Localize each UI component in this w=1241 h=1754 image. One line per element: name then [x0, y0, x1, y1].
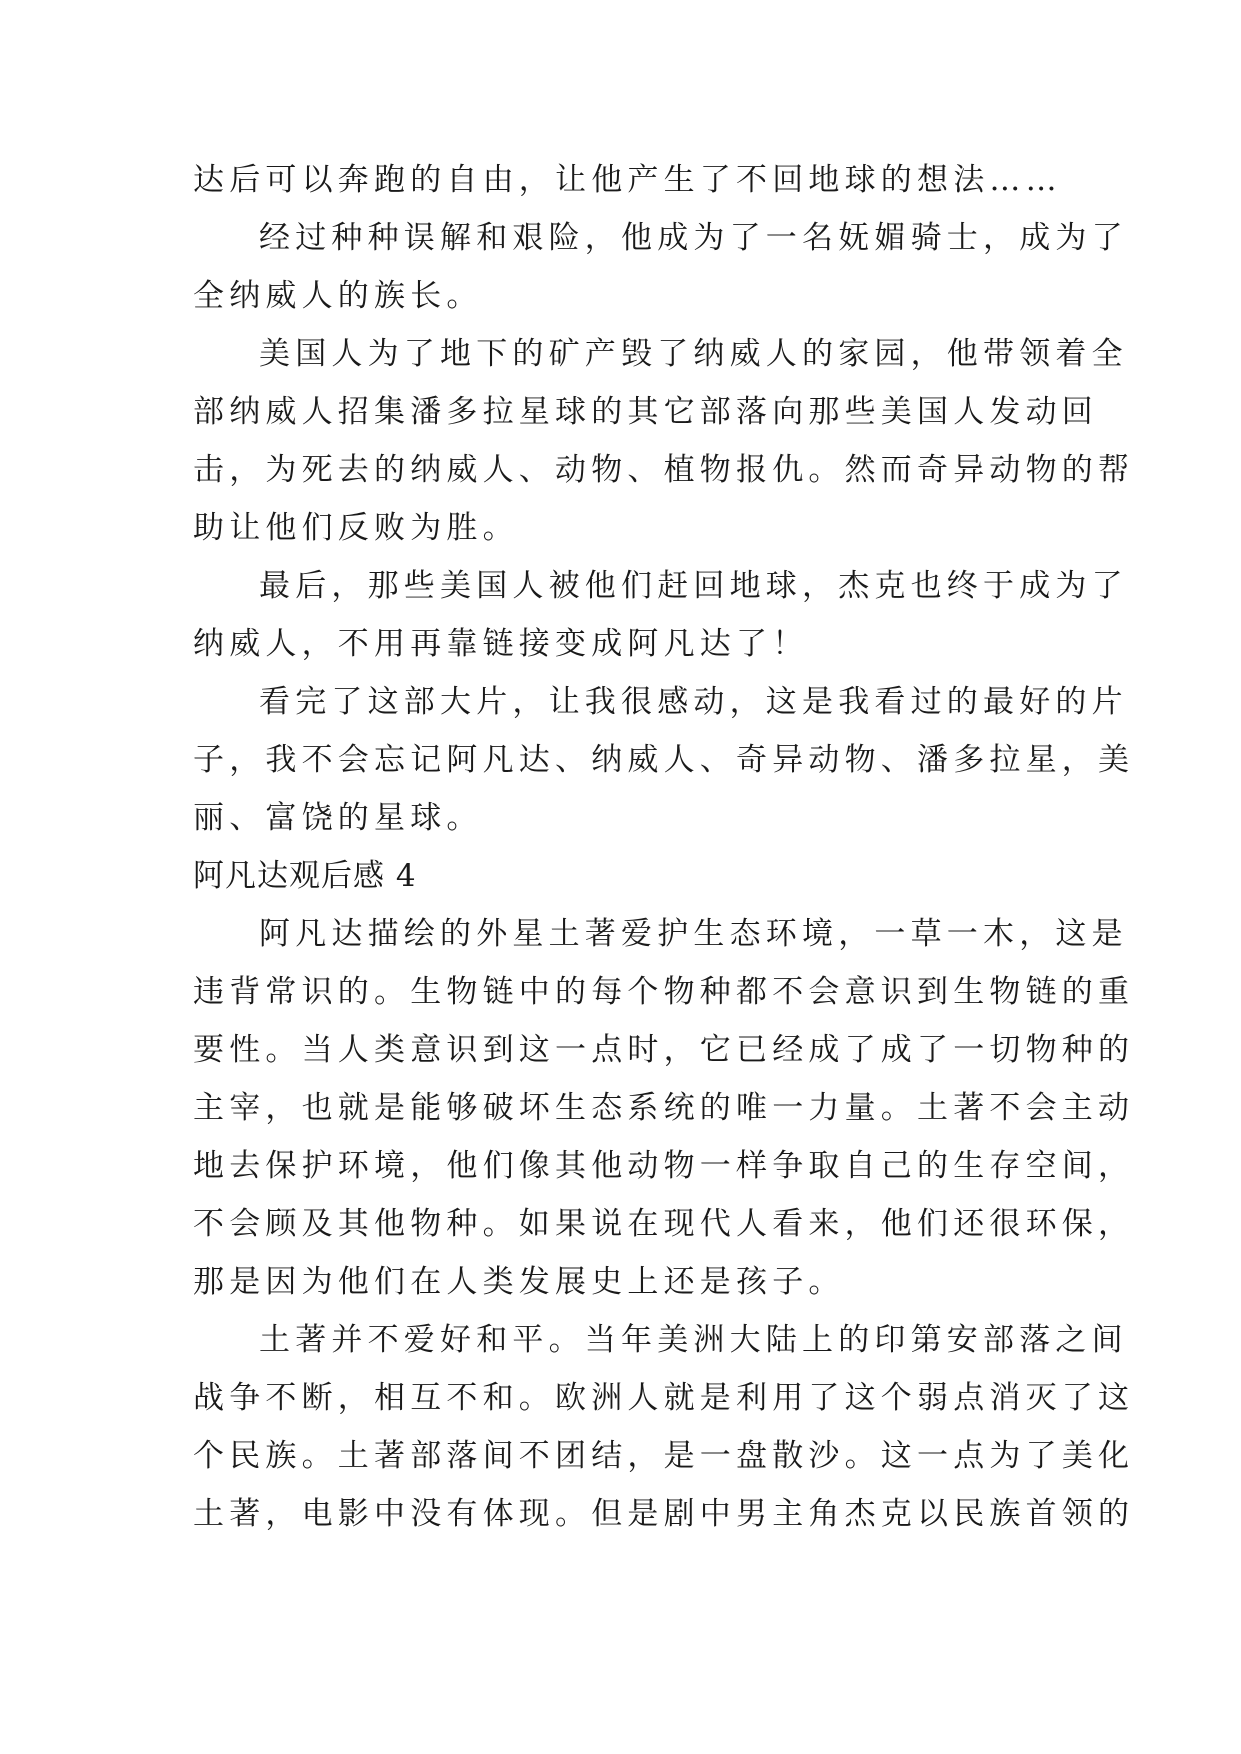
- paragraph-line: 个民族。土著部落间不团结，是一盘散沙。这一点为了美化: [193, 1438, 1135, 1474]
- paragraph-line: 看完了这部大片，让我很感动，这是我看过的最好的片: [259, 684, 1128, 720]
- paragraph-line: 不会顾及其他物种。如果说在现代人看来，他们还很环保，: [193, 1206, 1135, 1242]
- paragraph-line: 主宰，也就是能够破坏生态系统的唯一力量。土著不会主动: [193, 1090, 1135, 1126]
- paragraph-line: 全纳威人的族长。: [193, 278, 483, 314]
- paragraph-line: 助让他们反败为胜。: [193, 510, 519, 546]
- paragraph-line: 最后，那些美国人被他们赶回地球，杰克也终于成为了: [259, 568, 1128, 604]
- paragraph-line: 达后可以奔跑的自由，让他产生了不回地球的想法……: [193, 162, 1062, 198]
- paragraph-line: 要性。当人类意识到这一点时，它已经成了成了一切物种的: [193, 1032, 1135, 1068]
- section-heading: 阿凡达观后感 4: [193, 858, 417, 894]
- paragraph-line: 违背常识的。生物链中的每个物种都不会意识到生物链的重: [193, 974, 1135, 1010]
- paragraph-line: 那是因为他们在人类发展史上还是孩子。: [193, 1264, 845, 1300]
- paragraph-line: 战争不断，相互不和。欧洲人就是利用了这个弱点消灭了这: [193, 1380, 1135, 1416]
- paragraph-line: 纳威人，不用再靠链接变成阿凡达了！: [193, 626, 809, 662]
- paragraph-line: 子，我不会忘记阿凡达、纳威人、奇异动物、潘多拉星，美: [193, 742, 1135, 778]
- paragraph-line: 阿凡达描绘的外星土著爱护生态环境，一草一木，这是: [259, 916, 1128, 952]
- paragraph-line: 土著，电影中没有体现。但是剧中男主角杰克以民族首领的: [193, 1496, 1135, 1532]
- paragraph-line: 地去保护环境，他们像其他动物一样争取自己的生存空间，: [193, 1148, 1135, 1184]
- paragraph-line: 美国人为了地下的矿产毁了纳威人的家园，他带领着全: [259, 336, 1128, 372]
- document-page: [193, 151, 1135, 1543]
- paragraph-line: 经过种种误解和艰险，他成为了一名妩媚骑士，成为了: [259, 220, 1128, 256]
- paragraph-line: 丽、富饶的星球。: [193, 800, 483, 836]
- paragraph-line: 土著并不爱好和平。当年美洲大陆上的印第安部落之间: [259, 1322, 1128, 1358]
- paragraph-line: 部纳威人招集潘多拉星球的其它部落向那些美国人发动回: [193, 394, 1098, 430]
- paragraph-line: 击，为死去的纳威人、动物、植物报仇。然而奇异动物的帮: [193, 452, 1135, 488]
